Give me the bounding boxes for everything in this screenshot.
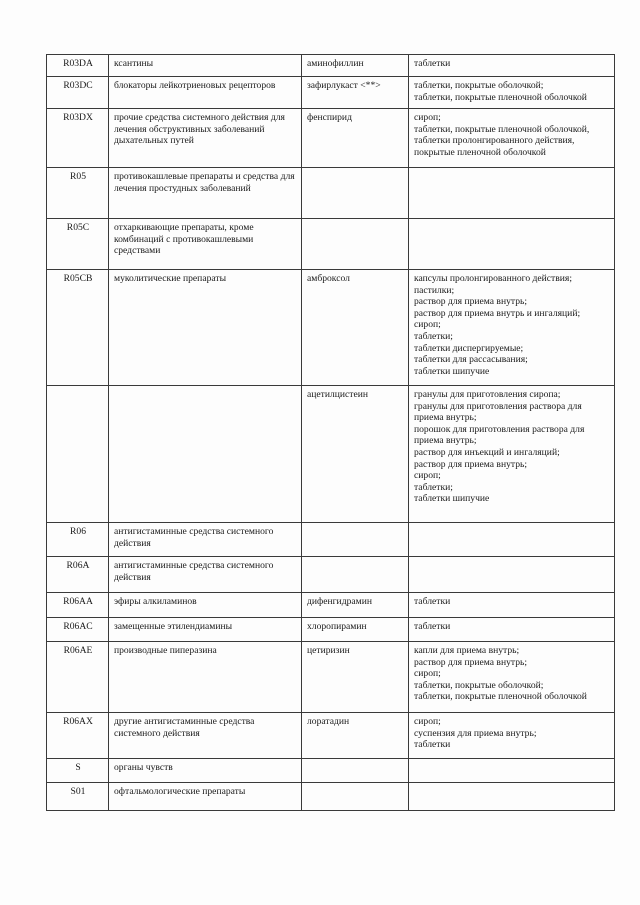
dosage-form-line: раствор для приема внутрь и ингаляций; (414, 307, 581, 319)
dosage-form-line: пастилки; (414, 284, 455, 296)
dosage-forms-cell (409, 759, 615, 783)
pharmacological-group-text: противокашлевые препараты и средства для лечения простудных заболеваний (114, 171, 295, 194)
pharmacological-group-text: блокаторы лейкотриеновых рецепторов (114, 80, 276, 91)
drug-name-cell: зафирлукаст <**> (302, 77, 409, 109)
dosage-form-line: таблетки, покрытые пленочной оболочкой, (414, 123, 590, 135)
drug-name-cell: ацетилцистеин (302, 386, 409, 523)
dosage-form-line: сироп; (414, 668, 441, 680)
drug-name-cell: амброксол (302, 270, 409, 386)
pharmacological-group-text: прочие средства системного действия для лечения обструктивных заболеваний дыхательных путей (114, 112, 285, 147)
table-row (47, 759, 615, 783)
atc-code-cell: R03DA (47, 55, 109, 77)
pharmacological-group-cell (109, 783, 302, 811)
table-body (47, 55, 615, 811)
pharmacological-group-text: отхаркивающие препараты, кроме комбинаций с противокашлевыми средствами (114, 222, 254, 257)
dosage-form-line: раствор для приема внутрь; (414, 296, 528, 308)
atc-code-cell: R06 (47, 523, 109, 557)
table-row (47, 618, 615, 642)
drug-name-cell (302, 759, 409, 783)
pharmacological-group-text: эфиры алкиламинов (114, 596, 197, 607)
dosage-form-line: таблетки; (414, 330, 453, 342)
dosage-form-line: таблетки для рассасывания; (414, 354, 528, 366)
dosage-forms-cell (409, 270, 615, 386)
dosage-form-line: сироп; (414, 716, 441, 727)
pharmacological-group-cell (109, 55, 302, 77)
dosage-form-line: таблетки шипучие (414, 365, 490, 377)
dosage-form-line: гранулы для приготовления раствора для (414, 400, 582, 412)
dosage-form-line: таблетки (414, 621, 451, 632)
pharmacological-group-cell (109, 523, 302, 557)
drug-name-cell (302, 557, 409, 593)
drug-name-cell (302, 219, 409, 270)
pharmacological-group-cell (109, 713, 302, 759)
dosage-form-line: раствор для инъекций и ингаляций; (414, 446, 560, 458)
pharmacological-group-cell (109, 593, 302, 618)
table-row (47, 557, 615, 593)
atc-code-cell: R06AX (47, 713, 109, 759)
pharmacological-group-cell (109, 618, 302, 642)
dosage-forms-cell (409, 219, 615, 270)
table-row (47, 523, 615, 557)
atc-code-cell: R03DC (47, 77, 109, 109)
dosage-form-line: сироп; (414, 112, 441, 123)
pharmacological-group-cell (109, 759, 302, 783)
table-row (47, 386, 615, 523)
dosage-forms-cell (409, 523, 615, 557)
pharmacological-group-cell (109, 109, 302, 168)
dosage-form-line: приема внутрь; (414, 412, 477, 424)
atc-code-cell: S01 (47, 783, 109, 811)
atc-code-cell: R06AE (47, 642, 109, 713)
dosage-form-line: раствор для приема внутрь; (414, 656, 528, 668)
atc-code-cell (47, 386, 109, 523)
dosage-form-line: капсулы пролонгированного действия; (414, 273, 572, 284)
drug-name-cell: цетиризин (302, 642, 409, 713)
dosage-form-line: капли для приема внутрь; (414, 645, 520, 656)
pharmacological-group-cell (109, 270, 302, 386)
dosage-forms-cell (409, 386, 615, 523)
drug-name-cell (302, 523, 409, 557)
dosage-form-line: таблетки; (414, 481, 453, 493)
pharmacological-group-cell (109, 77, 302, 109)
drug-name-cell: аминофиллин (302, 55, 409, 77)
pharmacological-group-text: муколитические препараты (114, 273, 227, 284)
drug-classification-table (46, 54, 615, 811)
dosage-forms-cell (409, 713, 615, 759)
table-row (47, 593, 615, 618)
pharmacological-group-text: ксантины (114, 58, 154, 69)
dosage-form-line: суспензия для приема внутрь; (414, 727, 537, 739)
table-row (47, 219, 615, 270)
atc-code-cell: R05 (47, 168, 109, 219)
table-row (47, 109, 615, 168)
table-row (47, 55, 615, 77)
dosage-form-line: сироп; (414, 470, 441, 482)
atc-code-cell: R06AC (47, 618, 109, 642)
drug-name-cell: дифенгидрамин (302, 593, 409, 618)
pharmacological-group-text: другие антигистаминные средства системного действия (114, 716, 255, 739)
atc-code-cell: S (47, 759, 109, 783)
dosage-forms-cell (409, 168, 615, 219)
table-row (47, 270, 615, 386)
dosage-forms-cell (409, 783, 615, 811)
drug-name-cell (302, 168, 409, 219)
drug-name-cell: фенспирид (302, 109, 409, 168)
dosage-form-line: приема внутрь; (414, 435, 477, 447)
atc-code-cell: R06A (47, 557, 109, 593)
atc-code-cell: R05CB (47, 270, 109, 386)
pharmacological-group-cell (109, 642, 302, 713)
atc-code-cell: R06AA (47, 593, 109, 618)
dosage-form-line: покрытые пленочной оболочкой (414, 146, 546, 158)
dosage-form-line: таблетки (414, 739, 451, 751)
table-row (47, 642, 615, 713)
dosage-forms-cell (409, 593, 615, 618)
pharmacological-group-text: замещенные этилендиамины (114, 621, 233, 632)
dosage-forms-cell (409, 642, 615, 713)
dosage-forms-cell (409, 77, 615, 109)
table-row (47, 77, 615, 109)
dosage-form-line: сироп; (414, 319, 441, 331)
table-row (47, 783, 615, 811)
dosage-form-line: таблетки шипучие (414, 493, 490, 505)
dosage-form-line: таблетки, покрытые оболочкой; (414, 679, 544, 691)
dosage-form-line: гранулы для приготовления сиропа; (414, 389, 561, 400)
dosage-forms-cell (409, 618, 615, 642)
atc-code-cell: R05C (47, 219, 109, 270)
pharmacological-group-text: офтальмологические препараты (114, 786, 246, 797)
drug-name-cell: хлоропирамин (302, 618, 409, 642)
pharmacological-group-text: антигистаминные средства системного действия (114, 560, 274, 583)
table-row (47, 168, 615, 219)
dosage-form-line: таблетки (414, 58, 451, 69)
atc-code-cell: R03DX (47, 109, 109, 168)
pharmacological-group-text: антигистаминные средства системного действия (114, 526, 274, 549)
dosage-form-line: таблетки диспергируемые; (414, 342, 524, 354)
table-row (47, 713, 615, 759)
dosage-form-line: раствор для приема внутрь; (414, 458, 528, 470)
pharmacological-group-text: производные пиперазина (114, 645, 217, 656)
dosage-forms-cell (409, 557, 615, 593)
pharmacological-group-cell (109, 557, 302, 593)
pharmacological-group-cell (109, 168, 302, 219)
pharmacological-group-cell (109, 219, 302, 270)
dosage-form-line: таблетки, покрытые оболочкой; (414, 80, 544, 91)
dosage-form-line: таблетки, покрытые пленочной оболочкой (414, 691, 587, 703)
dosage-form-line: таблетки, покрытые пленочной оболочкой (414, 91, 587, 103)
dosage-forms-cell (409, 55, 615, 77)
dosage-form-line: порошок для приготовления раствора для (414, 423, 585, 435)
dosage-forms-cell (409, 109, 615, 168)
dosage-form-line: таблетки (414, 596, 451, 607)
pharmacological-group-text: органы чувств (114, 762, 173, 773)
drug-name-cell: лоратадин (302, 713, 409, 759)
drug-name-cell (302, 783, 409, 811)
pharmacological-group-cell (109, 386, 302, 523)
dosage-form-line: таблетки пролонгированного действия, (414, 135, 575, 147)
